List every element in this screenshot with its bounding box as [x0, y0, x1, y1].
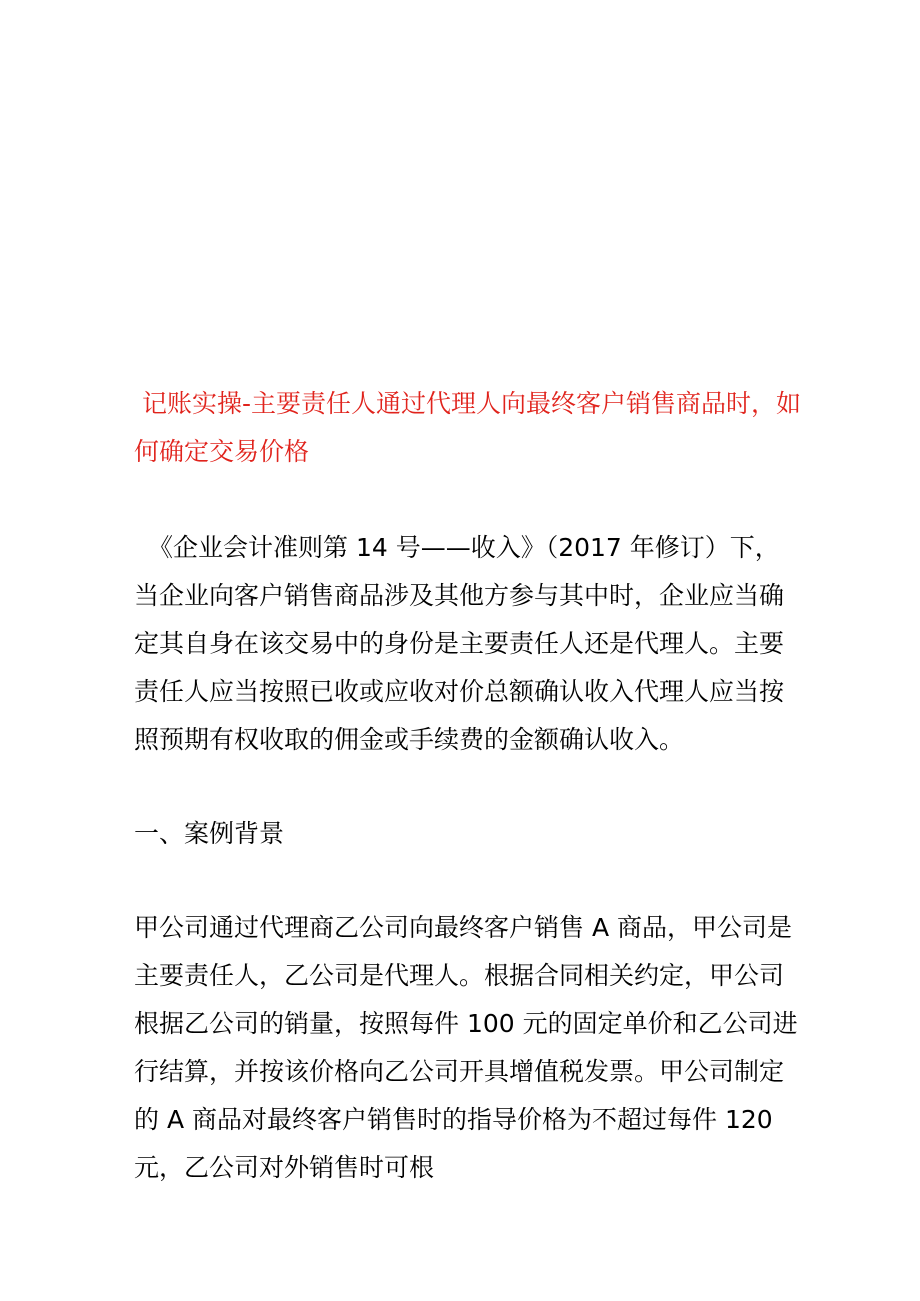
section-heading: 一、案例背景 — [134, 819, 285, 848]
intro-paragraph: 《企业会计准则第 14 号——收入》（2017 年修订）下，当企业向客户销售商品涉及其他方参与其中时，企业应当确定其自身在该交易中的身份是主要责任人还是代理人。主要责任人应当按照已收或应收对价总额确认收入代理人应当按照预期有权收取的佣金或手续费的金额确认收入。 — [134, 533, 785, 754]
case-background-paragraph: 甲公司通过代理商乙公司向最终客户销售 A 商品，甲公司是主要责任人，乙公司是代理人。根据合同相关约定，甲公司根据乙公司的销量，按照每件 100 元的固定单价和乙公司进行结算，并按该价格向乙公司开具增值税发票。甲公司制定的 A 商品对最终客户销售时的指导价格为不超过每件 120 元，乙公司对外销售时可根 — [134, 913, 798, 1182]
document-title: 记账实操-主要责任人通过代理人向最终客户销售商品时，如何确定交易价格 — [134, 389, 802, 466]
